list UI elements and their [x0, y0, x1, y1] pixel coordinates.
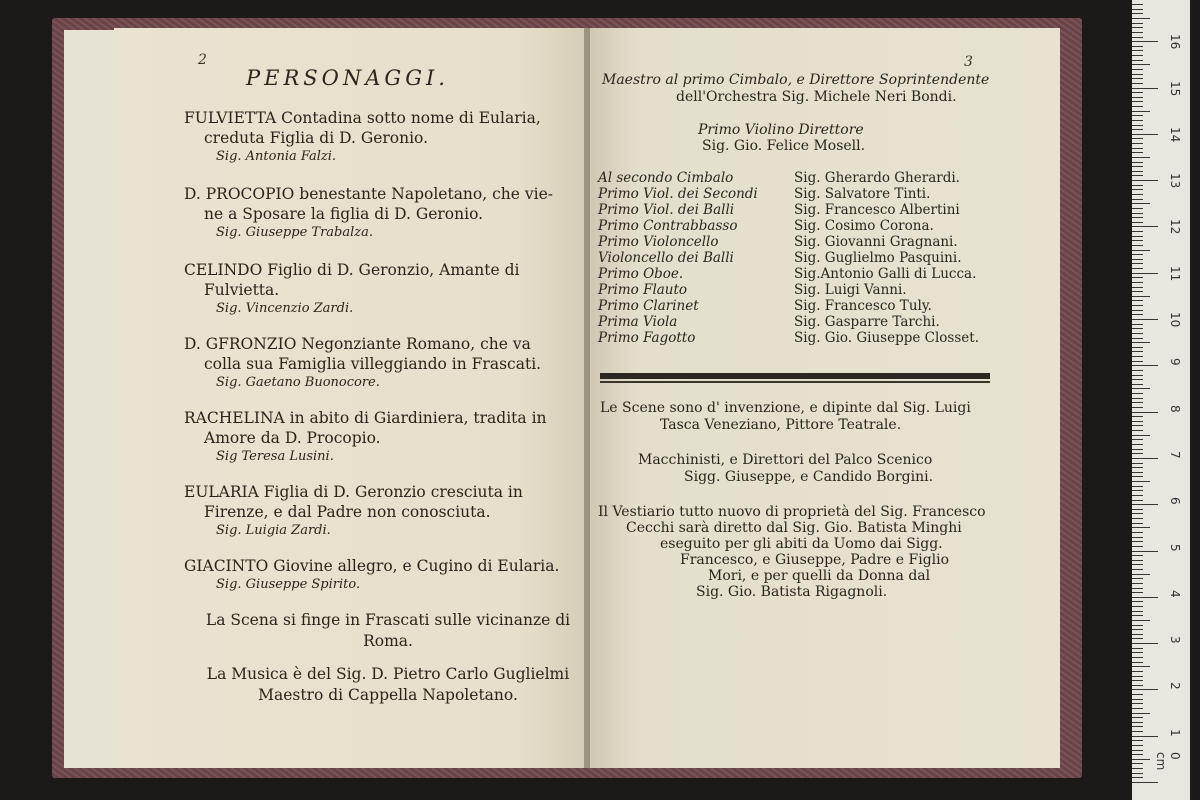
ruler-tick	[1132, 115, 1143, 116]
ruler-tick	[1132, 148, 1143, 149]
ruler-tick	[1132, 180, 1158, 181]
ruler-label: 14	[1168, 126, 1182, 143]
ruler-label: 11	[1168, 265, 1182, 281]
ruler-tick	[1132, 319, 1158, 320]
orchestra-role: Primo Contrabbasso	[598, 218, 738, 234]
ruler-tick	[1132, 338, 1143, 339]
ruler-tick	[1132, 407, 1143, 408]
ruler-label: 7	[1168, 450, 1182, 459]
ruler-tick	[1132, 152, 1143, 153]
singer-name: Sig. Gaetano Buonocore.	[216, 375, 380, 390]
ruler-tick	[1132, 638, 1143, 639]
ruler-tick	[1132, 615, 1143, 616]
violino-name: Sig. Gio. Felice Mosell.	[702, 138, 866, 154]
ruler-tick	[1132, 97, 1143, 98]
ruler-tick	[1132, 425, 1143, 426]
ruler-tick	[1132, 527, 1150, 528]
ruler-tick	[1132, 199, 1143, 200]
ruler-tick	[1132, 620, 1150, 621]
ruler-tick	[1132, 370, 1143, 371]
ruler-tick	[1132, 513, 1143, 514]
ruler-tick	[1132, 226, 1158, 227]
ruler-tick	[1132, 300, 1143, 301]
ruler-tick	[1132, 453, 1143, 454]
ruler-tick	[1132, 703, 1143, 704]
music-note	[178, 664, 598, 706]
ruler-tick	[1132, 50, 1143, 51]
character-line: RACHELINA in abito di Giardiniera, tradita in	[184, 409, 547, 427]
ruler-tick	[1132, 472, 1143, 473]
ruler-tick	[1132, 444, 1143, 445]
ruler-tick	[1132, 773, 1143, 774]
ruler-tick	[1132, 588, 1143, 589]
ruler-tick	[1132, 305, 1143, 306]
character-entry	[184, 108, 584, 166]
ruler-tick	[1132, 4, 1143, 5]
ruler-tick	[1132, 416, 1143, 417]
ruler-label: 2	[1168, 682, 1182, 691]
ruler-tick	[1132, 291, 1143, 292]
vestiario-line: Mori, e per quelli da Donna dal	[708, 568, 931, 584]
ruler-tick	[1132, 495, 1143, 496]
vestiario-line: Sig. Gio. Batista Rigagnoli.	[696, 584, 888, 600]
ruler-tick	[1132, 361, 1143, 362]
ruler-tick	[1132, 458, 1158, 459]
ruler-tick	[1132, 189, 1143, 190]
ruler-tick	[1132, 449, 1143, 450]
ruler-label: 10	[1168, 312, 1182, 328]
ruler-tick	[1132, 217, 1143, 218]
orchestra-role: Prima Viola	[598, 314, 678, 330]
ruler-tick	[1132, 379, 1143, 380]
orchestra-name: Sig. Gio. Giuseppe Closset.	[794, 330, 979, 346]
character-line: D. GFRONZIO Negonziante Romano, che va	[184, 335, 531, 353]
character-entry	[184, 334, 584, 392]
ruler-tick	[1132, 78, 1143, 79]
ruler-tick	[1132, 694, 1143, 695]
ruler-tick	[1132, 551, 1158, 552]
ruler-tick	[1132, 166, 1143, 167]
ruler-tick	[1132, 259, 1143, 260]
ruler-tick	[1132, 143, 1143, 144]
ruler-tick	[1132, 351, 1143, 352]
ruler-tick	[1132, 324, 1143, 325]
ruler-tick	[1132, 138, 1143, 139]
character-line: EULARIA Figlia di D. Geronzio cresciuta in	[184, 483, 523, 501]
vestiario-line: Francesco, e Giuseppe, Padre e Figlio	[680, 552, 950, 568]
ruler-tick	[1132, 726, 1143, 727]
ruler-tick	[1132, 652, 1143, 653]
ruler-tick	[1132, 592, 1143, 593]
ruler-tick	[1132, 41, 1158, 42]
ruler-tick	[1132, 92, 1143, 93]
singer-name: Sig. Vincenzio Zardi.	[216, 301, 354, 316]
ruler-tick	[1132, 356, 1143, 357]
character-description: creduta Figlia di D. Geronio.	[204, 129, 429, 147]
orchestra-row	[598, 266, 1048, 282]
ruler-tick	[1132, 222, 1143, 223]
page-number: 2	[198, 52, 207, 68]
ruler-label: 1	[1168, 728, 1182, 737]
vestiario-line: Cecchi sarà diretto dal Sig. Gio. Batista Minghi	[626, 520, 962, 536]
ruler-tick	[1132, 185, 1143, 186]
ruler-tick	[1132, 481, 1150, 482]
ruler-label: 16	[1168, 34, 1182, 50]
ruler-tick	[1132, 523, 1143, 524]
orchestra-row	[598, 298, 1048, 314]
ruler-tick	[1132, 384, 1143, 385]
ruler-tick	[1132, 680, 1143, 681]
ruler-tick	[1132, 347, 1143, 348]
ruler-tick	[1132, 333, 1143, 334]
ruler-label: 6	[1168, 497, 1182, 505]
ruler-tick	[1132, 46, 1143, 47]
ruler-tick	[1132, 273, 1158, 274]
ruler-tick	[1132, 175, 1143, 176]
ruler-tick	[1132, 296, 1150, 297]
orchestra-role: Primo Violoncello	[598, 234, 719, 250]
ornamental-rule	[600, 373, 990, 379]
ruler-tick	[1132, 125, 1143, 126]
ruler-tick	[1132, 699, 1143, 700]
orchestra-row	[598, 234, 1048, 250]
ruler-tick	[1132, 486, 1143, 487]
ruler-label: 3	[1168, 636, 1182, 644]
music-line: La Musica è del Sig. D. Pietro Carlo Guglielmi	[206, 665, 570, 683]
flyleaf	[64, 30, 116, 768]
ruler-tick	[1132, 282, 1143, 283]
orchestra-row	[598, 250, 1048, 266]
ruler-tick	[1132, 157, 1150, 158]
ruler-tick	[1132, 597, 1158, 598]
ruler-tick	[1132, 393, 1143, 394]
ruler-tick	[1132, 18, 1150, 19]
ruler-tick	[1132, 263, 1143, 264]
orchestra-name: Sig. Cosimo Corona.	[794, 218, 934, 234]
character-line: CELINDO Figlio di D. Geronzio, Amante di	[184, 261, 520, 279]
ruler-tick	[1132, 754, 1143, 755]
ruler-tick	[1132, 532, 1143, 533]
ruler-tick	[1132, 463, 1143, 464]
ruler-tick	[1132, 625, 1143, 626]
ruler-tick	[1132, 27, 1143, 28]
ruler-tick	[1132, 412, 1158, 413]
ruler-label: 15	[1168, 80, 1182, 96]
ruler-tick	[1132, 777, 1143, 778]
singer-name: Sig Teresa Lusini.	[216, 449, 334, 464]
character-entry	[184, 260, 584, 318]
orchestra-name: Sig. Gherardo Gherardi.	[794, 170, 960, 186]
ruler-tick	[1132, 120, 1143, 121]
ruler-tick	[1132, 564, 1143, 565]
ruler-tick	[1132, 643, 1158, 644]
right-page	[590, 28, 1060, 768]
maestro-line: Maestro al primo Cimbalo, e Direttore Soprintendente	[602, 72, 990, 88]
ruler-tick	[1132, 310, 1143, 311]
ruler-tick	[1132, 375, 1143, 376]
character-line: D. PROCOPIO benestante Napoletano, che vie-	[184, 185, 553, 203]
orchestra-role: Primo Clarinet	[598, 298, 699, 314]
ruler-tick	[1132, 213, 1143, 214]
ruler-tick	[1132, 560, 1143, 561]
ornamental-rule-thin	[600, 381, 990, 383]
orchestra-row	[598, 202, 1048, 218]
ruler-tick	[1132, 722, 1143, 723]
character-description: Firenze, e dal Padre non conosciuta.	[204, 503, 491, 521]
ruler-tick	[1132, 365, 1158, 366]
macchinisti-line: Macchinisti, e Direttori del Palco Scenico	[638, 452, 933, 468]
ruler-tick	[1132, 13, 1143, 14]
orchestra-name: Sig. Salvatore Tinti.	[794, 186, 931, 202]
ruler-tick	[1132, 546, 1143, 547]
ruler-tick	[1132, 768, 1143, 769]
ruler-tick	[1132, 342, 1150, 343]
ruler-tick	[1132, 60, 1143, 61]
orchestra-name: Sig. Francesco Tuly.	[794, 298, 932, 314]
ruler-tick	[1132, 421, 1143, 422]
orchestra-row	[598, 282, 1048, 298]
vestiario-line: Il Vestiario tutto nuovo di proprietà del Sig. Francesco	[598, 504, 986, 520]
ruler-tick	[1132, 518, 1143, 519]
character-description: colla sua Famiglia villeggiando in Frascati.	[204, 355, 542, 373]
ruler-tick	[1132, 106, 1143, 107]
ruler-tick	[1132, 88, 1158, 89]
orchestra-role: Primo Fagotto	[598, 330, 696, 346]
ruler-tick	[1132, 240, 1143, 241]
ruler-tick	[1132, 254, 1143, 255]
ruler-tick	[1132, 69, 1143, 70]
orchestra-row	[598, 170, 1048, 186]
ruler-tick	[1132, 55, 1143, 56]
ruler-tick	[1132, 717, 1143, 718]
ruler-tick	[1132, 268, 1143, 269]
ruler-tick	[1132, 64, 1150, 65]
ruler-tick	[1132, 435, 1150, 436]
orchestra-row	[598, 314, 1048, 330]
ruler-tick	[1132, 32, 1143, 33]
ruler-tick	[1132, 314, 1143, 315]
scene-note	[178, 610, 598, 652]
ruler-tick	[1132, 574, 1150, 575]
ruler-tick	[1132, 328, 1143, 329]
ruler-tick	[1132, 583, 1143, 584]
orchestra-role: Violoncello dei Balli	[598, 250, 734, 266]
ruler-label: 9	[1168, 358, 1182, 366]
orchestra-role: Primo Flauto	[598, 282, 688, 298]
ruler-tick	[1132, 736, 1158, 737]
scene-line: Roma.	[363, 632, 413, 650]
scene-line: La Scena si finge in Frascati sulle vicinanze di	[205, 611, 571, 629]
ruler-tick	[1132, 476, 1143, 477]
ruler-tick	[1132, 467, 1143, 468]
ruler-tick	[1132, 708, 1143, 709]
ruler-tick	[1132, 277, 1143, 278]
vestiario-line: eseguito per gli abiti da Uomo dai Sigg.	[660, 536, 943, 552]
character-description: ne a Sposare la figlia di D. Geronio.	[204, 205, 484, 223]
ruler-tick	[1132, 634, 1143, 635]
ruler-tick	[1132, 439, 1143, 440]
left-page	[114, 28, 588, 768]
ruler-tick	[1132, 74, 1143, 75]
ruler-tick	[1132, 606, 1143, 607]
orchestra-role: Al secondo Cimbalo	[598, 170, 734, 186]
ruler-tick	[1132, 740, 1143, 741]
ruler-tick	[1132, 250, 1150, 251]
orchestra-role: Primo Viol. dei Secondi	[598, 186, 758, 202]
ruler-tick	[1132, 782, 1158, 783]
ruler-tick	[1132, 676, 1143, 677]
orchestra-row	[598, 330, 1048, 346]
singer-name: Sig. Luigia Zardi.	[216, 523, 331, 538]
ruler-tick	[1132, 713, 1150, 714]
character-line: FULVIETTA Contadina sotto nome di Eularia,	[184, 109, 541, 127]
ruler-tick	[1132, 745, 1143, 746]
ruler-tick	[1132, 671, 1143, 672]
scene-credit: Le Scene sono d' invenzione, e dipinte dal Sig. Luigi	[600, 400, 971, 416]
ruler-tick	[1132, 666, 1150, 667]
character-entry	[184, 482, 584, 540]
orchestra-name: Sig. Luigi Vanni.	[794, 282, 907, 298]
ruler-tick	[1132, 689, 1158, 690]
orchestra-name: Sig. Guglielmo Pasquini.	[794, 250, 962, 266]
ruler-tick	[1132, 569, 1143, 570]
ruler-tick	[1132, 763, 1143, 764]
ruler-tick	[1132, 9, 1143, 10]
violino-title: Primo Violino Direttore	[698, 122, 864, 138]
ruler-tick	[1132, 101, 1143, 102]
ruler-tick	[1132, 731, 1143, 732]
ruler-label: 13	[1168, 173, 1182, 189]
orchestra-role: Primo Viol. dei Balli	[598, 202, 735, 218]
ruler-label: 4	[1168, 589, 1182, 598]
ruler-label: 0 cm	[1154, 752, 1182, 771]
ruler-tick	[1132, 388, 1150, 389]
ruler-label: 5	[1168, 543, 1182, 552]
ruler-tick	[1132, 287, 1143, 288]
ruler-tick	[1132, 601, 1143, 602]
ruler-tick	[1132, 657, 1143, 658]
singer-name: Sig. Antonia Falzi.	[216, 149, 337, 164]
ruler-tick	[1132, 759, 1150, 760]
ruler-tick	[1132, 203, 1150, 204]
scene-credit: Tasca Veneziano, Pittore Teatrale.	[660, 417, 902, 433]
maestro-line: dell'Orchestra Sig. Michele Neri Bondi.	[676, 89, 957, 105]
ruler-tick	[1132, 537, 1143, 538]
ruler-tick	[1132, 430, 1143, 431]
ruler-tick	[1132, 504, 1158, 505]
ruler-tick	[1132, 194, 1143, 195]
character-entry	[184, 556, 584, 594]
ruler-tick	[1132, 23, 1143, 24]
ruler-tick	[1132, 685, 1143, 686]
orchestra-row	[598, 218, 1048, 234]
character-description: Amore da D. Procopio.	[204, 429, 381, 447]
ruler-tick	[1132, 555, 1143, 556]
orchestra-name: Sig. Giovanni Gragnani.	[794, 234, 958, 250]
ruler-label: 8	[1168, 404, 1182, 413]
orchestra-name: Sig. Francesco Albertini	[794, 202, 960, 218]
music-line: Maestro di Cappella Napoletano.	[258, 686, 518, 704]
ruler-tick	[1132, 402, 1143, 403]
character-description: Fulvietta.	[204, 281, 280, 299]
character-entry	[184, 408, 584, 466]
ruler-tick	[1132, 236, 1143, 237]
ruler-tick	[1132, 541, 1143, 542]
ruler-tick	[1132, 231, 1143, 232]
ruler-tick	[1132, 245, 1143, 246]
ruler-tick	[1132, 509, 1143, 510]
ruler-label: 12	[1168, 219, 1182, 235]
ruler-tick	[1132, 111, 1150, 112]
ruler-tick	[1132, 629, 1143, 630]
ruler-tick	[1132, 129, 1143, 130]
orchestra-name: Sig.Antonio Galli di Lucca.	[794, 266, 977, 282]
ruler-tick	[1132, 648, 1143, 649]
orchestra-name: Sig. Gasparre Tarchi.	[794, 314, 940, 330]
ruler-tick	[1132, 134, 1158, 135]
ruler-tick	[1132, 162, 1143, 163]
ruler-tick	[1132, 171, 1143, 172]
ruler-tick	[1132, 37, 1143, 38]
singer-name: Sig. Giuseppe Trabalza.	[216, 225, 373, 240]
ruler-tick	[1132, 578, 1143, 579]
ruler-tick	[1132, 208, 1143, 209]
measurement-ruler	[1132, 0, 1190, 800]
ruler-tick	[1132, 398, 1143, 399]
orchestra-role: Primo Oboe.	[598, 266, 684, 282]
macchinisti-line: Sigg. Giuseppe, e Candido Borgini.	[684, 469, 934, 485]
ruler-tick	[1132, 500, 1143, 501]
ruler-tick	[1132, 83, 1143, 84]
orchestra-row	[598, 186, 1048, 202]
ruler-tick	[1132, 611, 1143, 612]
singer-name: Sig. Giuseppe Spirito.	[216, 577, 361, 592]
character-line: GIACINTO Giovine allegro, e Cugino di Eularia.	[184, 557, 560, 575]
page-number: 3	[964, 54, 973, 70]
ruler-tick	[1132, 750, 1143, 751]
page-title: PERSONAGGI.	[246, 66, 449, 90]
ruler-tick	[1132, 490, 1143, 491]
ruler-tick	[1132, 662, 1143, 663]
character-entry	[184, 184, 584, 242]
